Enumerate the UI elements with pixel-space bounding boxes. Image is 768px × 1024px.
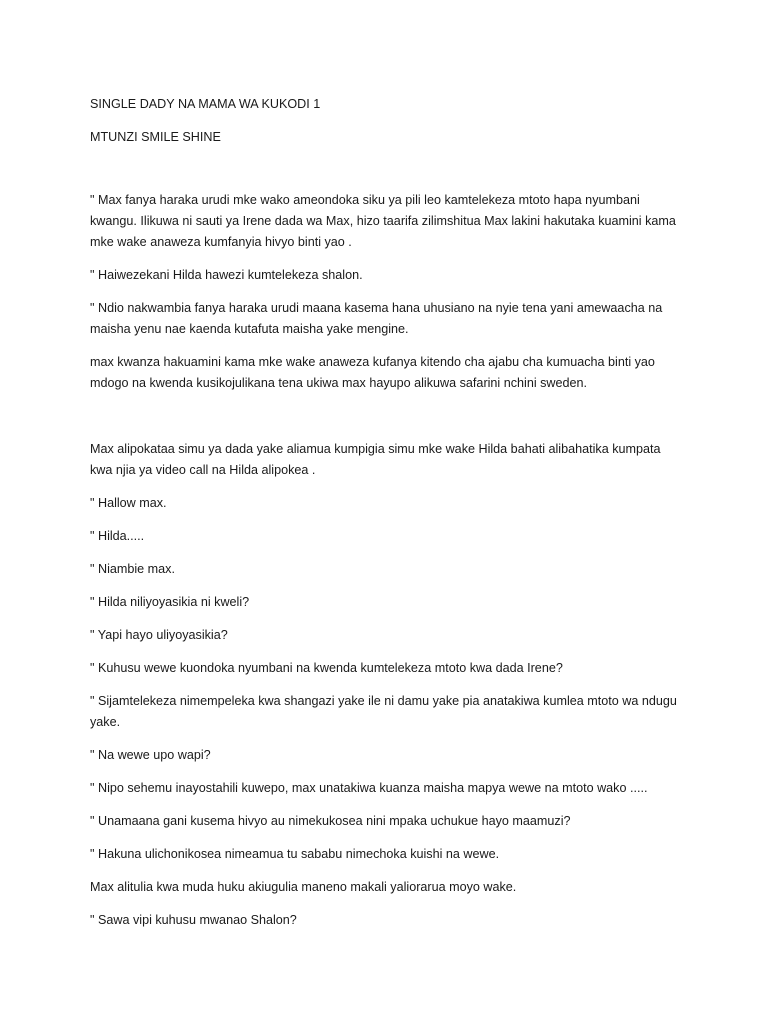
paragraph: " Yapi hayo uliyoyasikia? [90,628,228,642]
paragraph: " Haiwezekani Hilda hawezi kumtelekeza shalon. [90,268,363,282]
story-author: MTUNZI SMILE SHINE [90,130,221,144]
paragraph: Max alitulia kwa muda huku akiugulia maneno makali yaliorarua moyo wake. [90,880,517,894]
paragraph: " Niambie max. [90,562,175,576]
paragraph: " Hilda..... [90,529,145,543]
paragraph: " Hakuna ulichonikosea nimeamua tu sababu nimechoka kuishi na wewe. [90,847,500,861]
paragraph: " Sijamtelekeza nimempeleka kwa shangazi yake ile ni damu yake pia anatakiwa kumlea mtoto wa ndugu yake. [90,694,677,729]
paragraph: " Ndio nakwambia fanya haraka urudi maana kasema hana uhusiano na nyie tena yani amewaacha na maisha yenu nae kaenda kutafuta maisha yake mengine. [90,301,663,336]
paragraph: " Max fanya haraka urudi mke wako ameondoka siku ya pili leo kamtelekeza mtoto hapa nyumbani kwangu. Ilikuwa ni sauti ya Irene dada wa Max, hizo taarifa zilimshitua Max lakini hakutaka kuamini kama mke wake anaweza kumfanyia hivyo binti yao . [90,193,676,249]
paragraph: " Na wewe upo wapi? [90,748,211,762]
paragraph: " Sawa vipi kuhusu mwanao Shalon? [90,913,297,927]
paragraph: " Unamaana gani kusema hivyo au nimekukosea nini mpaka uchukue hayo maamuzi? [90,814,571,828]
paragraph: " Hilda niliyoyasikia ni kweli? [90,595,250,609]
paragraph: Max alipokataa simu ya dada yake aliamua kumpigia simu mke wake Hilda bahati alibahatika kumpata kwa njia ya video call na Hilda alipokea . [90,442,661,477]
paragraph: " Nipo sehemu inayostahili kuwepo, max unatakiwa kuanza maisha mapya wewe na mtoto wako ..... [90,781,648,795]
paragraph: " Hallow max. [90,496,167,510]
paragraph: max kwanza hakuamini kama mke wake anaweza kufanya kitendo cha ajabu cha kumuacha binti yao mdogo na kwenda kusikojulikana tena ukiwa max hayupo alikuwa safarini nchini sweden. [90,355,655,390]
story-title: SINGLE DADY NA MAMA WA KUKODI 1 [90,97,321,111]
paragraph: " Kuhusu wewe kuondoka nyumbani na kwenda kumtelekeza mtoto kwa dada Irene? [90,661,563,675]
document-page [90,94,680,943]
